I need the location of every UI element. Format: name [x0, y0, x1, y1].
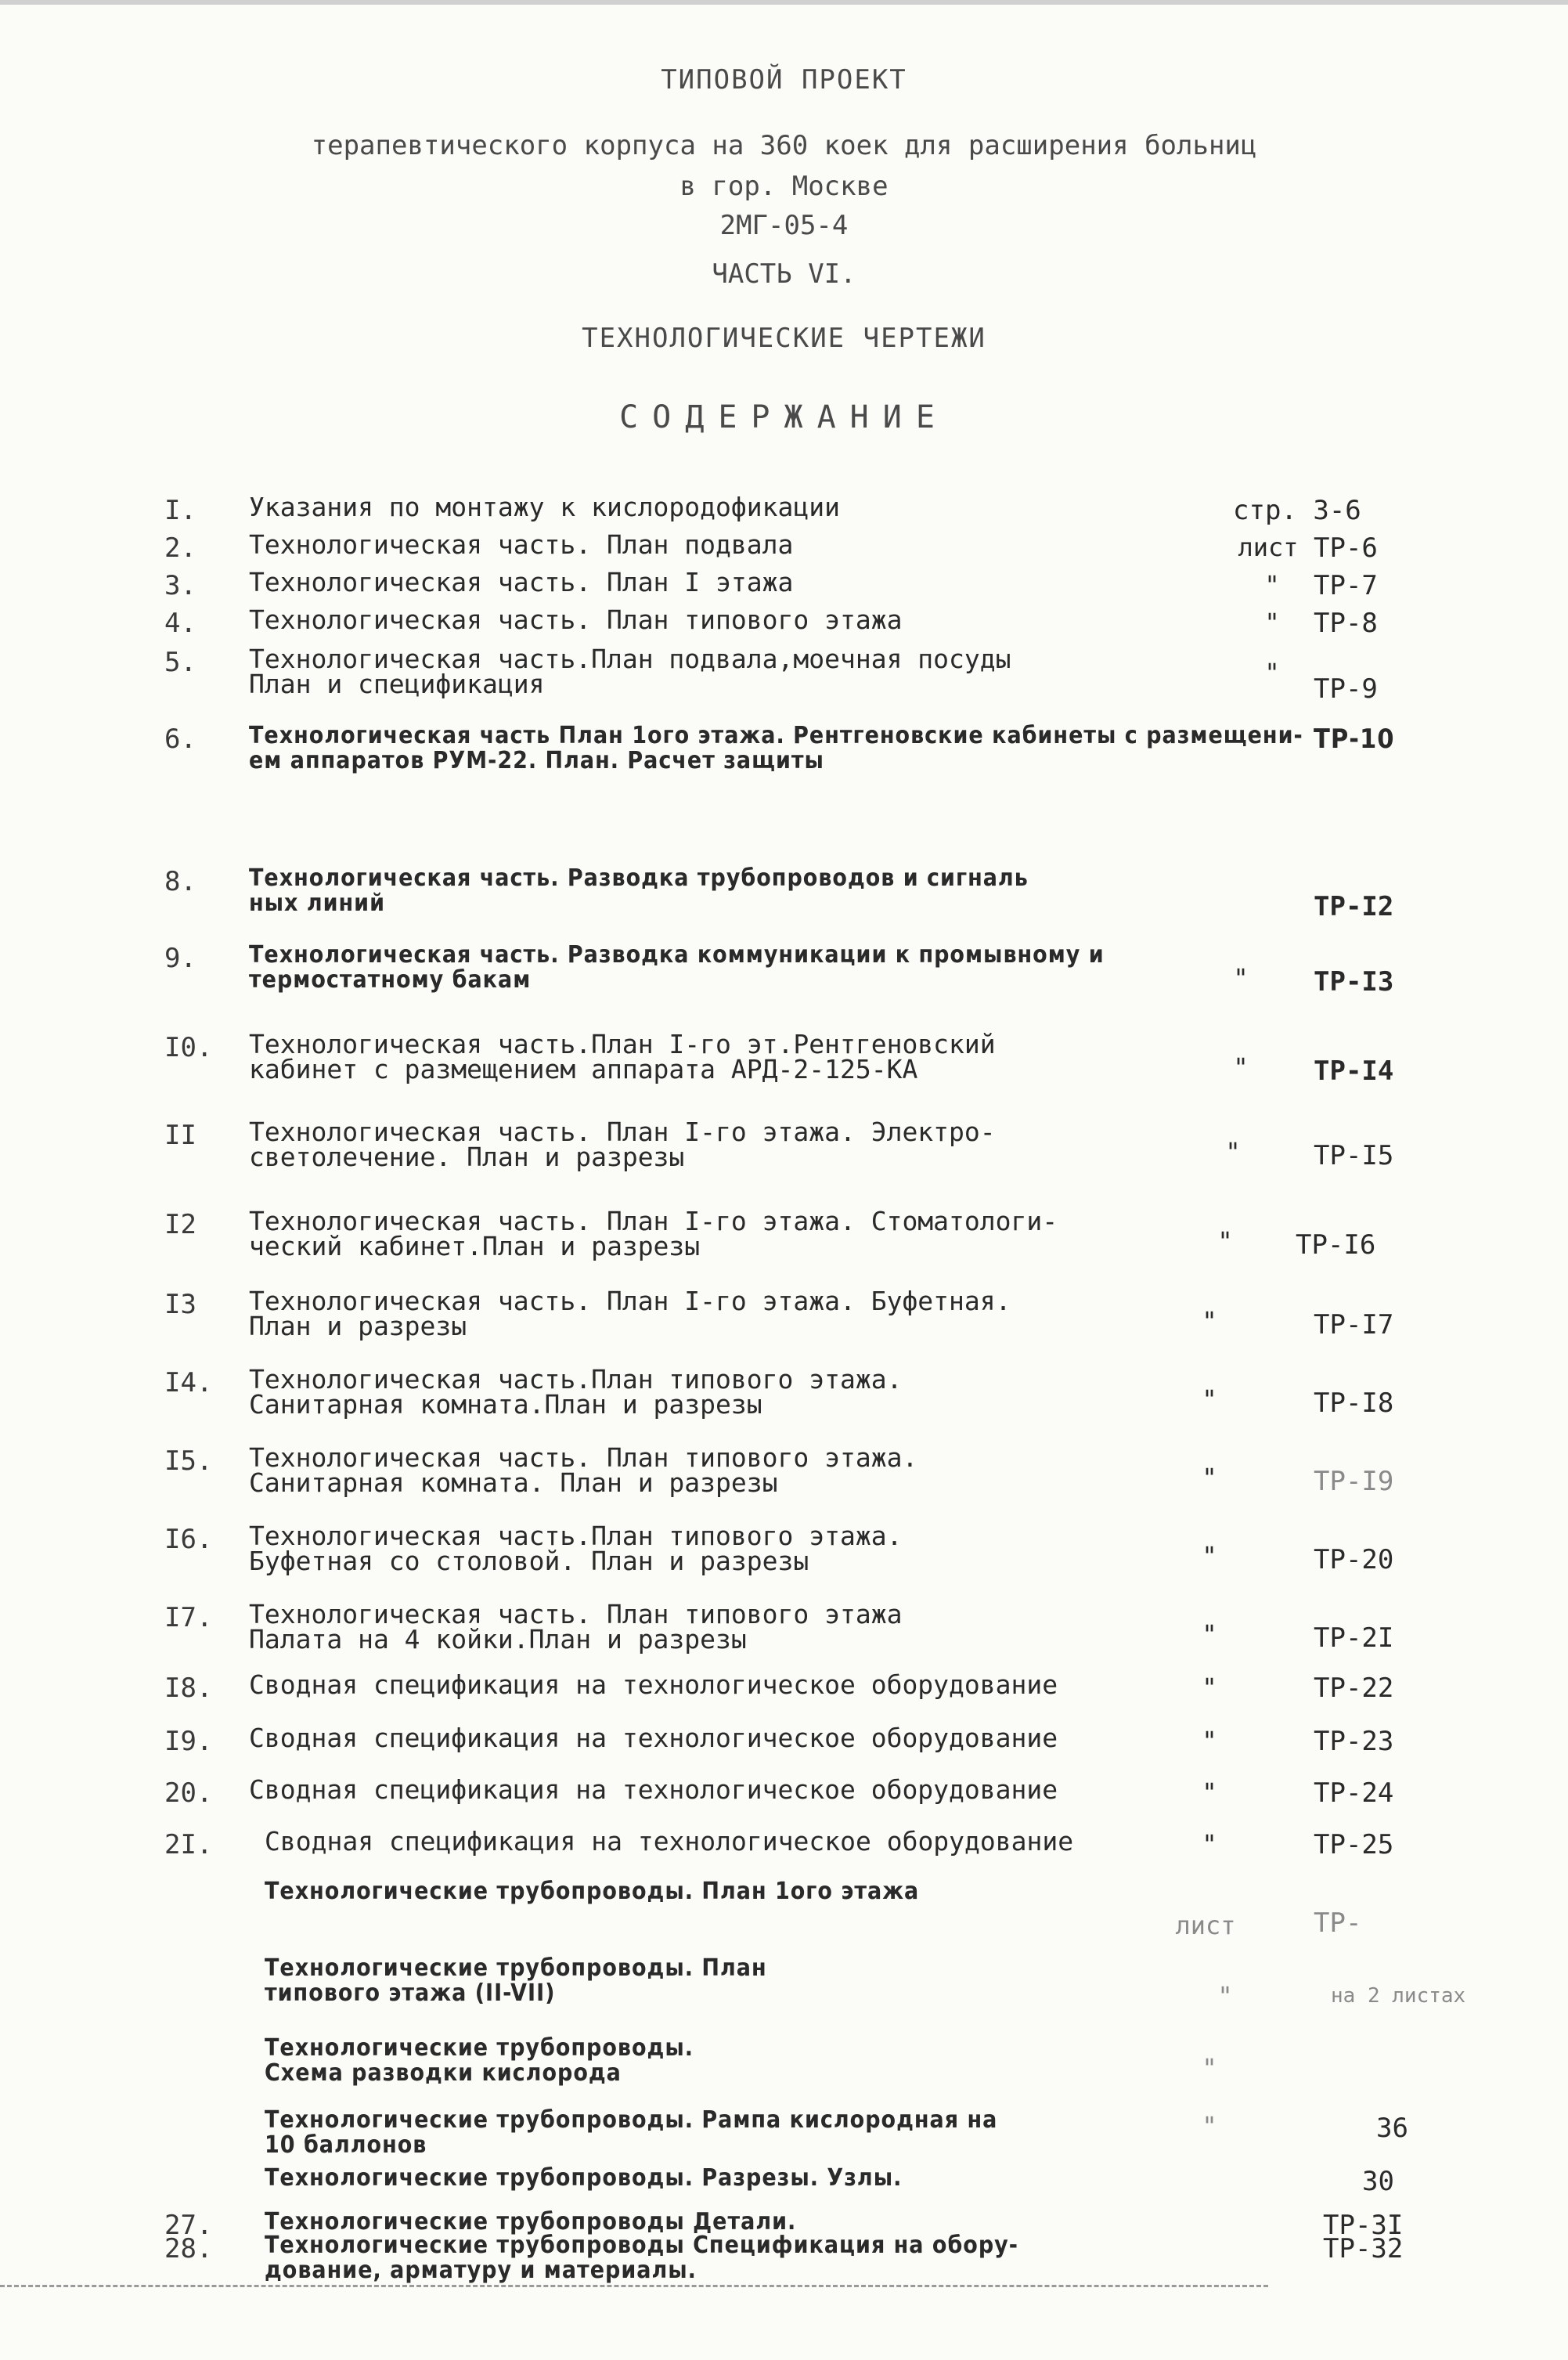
entry-sheet: стр. 3-6 [1233, 495, 1361, 526]
entry-mark: " [1202, 1726, 1217, 1756]
entry-number: I. [164, 495, 196, 526]
entry-title: Технологические трубопроводы. Разрезы. Узлы. [265, 2164, 903, 2192]
entry-number: 20. [164, 1777, 213, 1809]
entry-sheet: ТР-32 [1323, 2233, 1404, 2264]
entry-title: Технологическая часть.План типового этажа. Санитарная комната.План и разрезы [249, 1364, 903, 1420]
entry-sheet: ТР-22 [1314, 1673, 1394, 1704]
entry-number: I9. [164, 1726, 213, 1757]
entry-mark: " [1233, 963, 1249, 993]
entry-sheet: ТР-24 [1314, 1777, 1394, 1809]
part-title: ЧАСТЬ VI. [712, 258, 856, 290]
entry-title: Технологическая часть.План подвала,моечная посуды План и спецификация [249, 644, 1011, 699]
entry-mark: " [1202, 1777, 1217, 1807]
entry-number: 27. [164, 2210, 213, 2241]
entry-number: I7. [164, 1602, 213, 1633]
entry-title: Технологическая часть. План типового этажа. Санитарная комната. План и разрезы [249, 1442, 918, 1498]
entry-number: 2I. [164, 1829, 213, 1860]
entry-number: I8. [164, 1673, 213, 1704]
entry-mark: " [1202, 2111, 1217, 2141]
entry-mark: " [1202, 1829, 1217, 1859]
entry-sheet: ТР-25 [1314, 1829, 1394, 1860]
entry-title: Технологические трубопроводы Спецификация на обору- дование, арматуру и материалы. [265, 2232, 1018, 2284]
entry-mark: " [1202, 2053, 1217, 2083]
entry-title: Технологические трубопроводы. Рампа кислородная на 10 баллонов [265, 2106, 998, 2159]
contents-heading: СОДЕРЖАНИЕ [619, 399, 949, 435]
entry-sheet: ТР-I9 [1314, 1466, 1394, 1497]
entry-number: 28. [164, 2233, 213, 2264]
entry-sheet: ТР-6 [1314, 532, 1378, 564]
project-code: 2МГ-05-4 [719, 210, 849, 241]
entry-title: Технологические трубопроводы. Схема разводки кислорода [265, 2034, 694, 2087]
entry-mark: " [1264, 570, 1280, 600]
entry-mark: " [1217, 1226, 1233, 1256]
entry-number: I4. [164, 1367, 213, 1398]
entry-title: Сводная спецификация на технологическое оборудование [249, 1723, 1058, 1753]
entry-sheet: ТР-20 [1314, 1544, 1394, 1575]
entry-mark: " [1217, 1981, 1233, 2011]
section-title: ТЕХНОЛОГИЧЕСКИЕ ЧЕРТЕЖИ [582, 323, 986, 354]
entry-number: 9. [164, 943, 196, 974]
entry-mark: " [1264, 608, 1280, 637]
entry-title: Технологические трубопроводы Детали. [265, 2208, 797, 2236]
entry-sheet: ТР- [1314, 1907, 1362, 1939]
entry-number: 2. [164, 532, 196, 564]
entry-mark: " [1202, 1306, 1217, 1336]
entry-mark: " [1202, 1541, 1217, 1571]
entry-title: Сводная спецификация на технологическое оборудование [249, 1774, 1058, 1805]
entry-mark: лист [1175, 1911, 1236, 1940]
entry-number: 4. [164, 608, 196, 639]
entry-title: Технологическая часть. План типового этажа [249, 604, 903, 635]
doc-type-title: ТИПОВОЙ ПРОЕКТ [661, 64, 907, 96]
entry-title: Технологическая часть План 1ого этажа. Рентгеновские кабинеты с размещени- ем аппаратов РУМ-22. План. Расчет защиты [249, 722, 1303, 774]
entry-number: 8. [164, 866, 196, 897]
entry-sheet: 30 [1362, 2166, 1394, 2197]
entry-sheet: на 2 листах [1331, 1984, 1466, 2008]
entry-sheet: ТР-I2 [1314, 891, 1394, 922]
entry-sheet: ТР-2I [1314, 1622, 1394, 1654]
entry-number: 6. [164, 724, 196, 755]
entry-title: Технологическая часть. План I-го этажа. Электро- светолечение. План и разрезы [249, 1117, 996, 1172]
entry-mark: " [1202, 1463, 1217, 1492]
entry-title: Технологическая часть. Разводка трубопроводов и сигналь ных линий [249, 864, 1029, 917]
entry-title: Указания по монтажу к кислородофикации [249, 492, 840, 522]
project-location: в гор. Москве [679, 171, 889, 202]
entry-title: Сводная спецификация на технологическое оборудование [249, 1669, 1058, 1700]
entry-number: I3 [164, 1289, 196, 1320]
project-description: терапевтического корпуса на 360 коек для расширения больниц [311, 130, 1257, 161]
entry-sheet: ТР-8 [1314, 608, 1378, 639]
entry-sheet: ТР-3I [1323, 2210, 1404, 2241]
entry-sheet: ТР-7 [1314, 570, 1378, 601]
entry-title: Технологические трубопроводы. План типового этажа (II-VII) [265, 1954, 767, 2007]
entry-sheet: ТР-I7 [1314, 1309, 1394, 1341]
entry-sheet: ТР-23 [1314, 1726, 1394, 1757]
entry-number: II [164, 1120, 196, 1151]
entry-title: Технологическая часть. План I-го этажа. Стоматологи- ческий кабинет.План и разрезы [249, 1206, 1058, 1261]
entry-number: 5. [164, 647, 196, 678]
entry-title: Технологическая часть.План I-го эт.Рентгеновский кабинет с размещением аппарата АРД-2-125-КА [249, 1029, 996, 1084]
entry-title: Технологическая часть. План подвала [249, 529, 794, 560]
entry-number: I5. [164, 1445, 213, 1477]
bottom-dashed-rule [0, 2285, 1268, 2287]
entry-number: I6. [164, 1524, 213, 1555]
entry-sheet: ТР-I8 [1314, 1387, 1394, 1419]
entry-sheet: ТР-9 [1314, 673, 1378, 705]
entry-sheet: ТР-10 [1314, 724, 1395, 755]
entry-mark: лист [1238, 532, 1299, 562]
entry-mark: " [1202, 1384, 1217, 1414]
entry-sheet: ТР-I3 [1314, 966, 1394, 998]
entry-title: Сводная спецификация на технологическое оборудование [265, 1826, 1074, 1857]
entry-mark: " [1202, 1673, 1217, 1702]
entry-sheet: ТР-I6 [1296, 1229, 1376, 1261]
entry-number: I2 [164, 1209, 196, 1240]
entry-title: Технологическая часть. План типового этажа Палата на 4 койки.План и разрезы [249, 1599, 903, 1655]
entry-sheet: ТР-I5 [1314, 1140, 1394, 1171]
entry-mark: " [1233, 1052, 1249, 1082]
entry-sheet: 36 [1376, 2113, 1408, 2144]
entry-mark: " [1264, 658, 1280, 687]
entry-title: Технологическая часть. План I-го этажа. Буфетная. План и разрезы [249, 1286, 1011, 1341]
entry-title: Технологические трубопроводы. План 1ого этажа [265, 1878, 920, 1905]
entry-sheet: ТР-I4 [1314, 1056, 1394, 1087]
entry-title: Технологическая часть. Разводка коммуникации к промывному и термостатному бакам [249, 941, 1105, 994]
entry-mark: " [1202, 1619, 1217, 1649]
entry-mark: " [1225, 1137, 1241, 1167]
entry-title: Технологическая часть. План I этажа [249, 567, 794, 597]
entry-number: 3. [164, 570, 196, 601]
entry-title: Технологическая часть.План типового этажа. Буфетная со столовой. План и разрезы [249, 1521, 903, 1576]
scan-edge [0, 0, 1568, 5]
entry-number: I0. [164, 1032, 213, 1063]
